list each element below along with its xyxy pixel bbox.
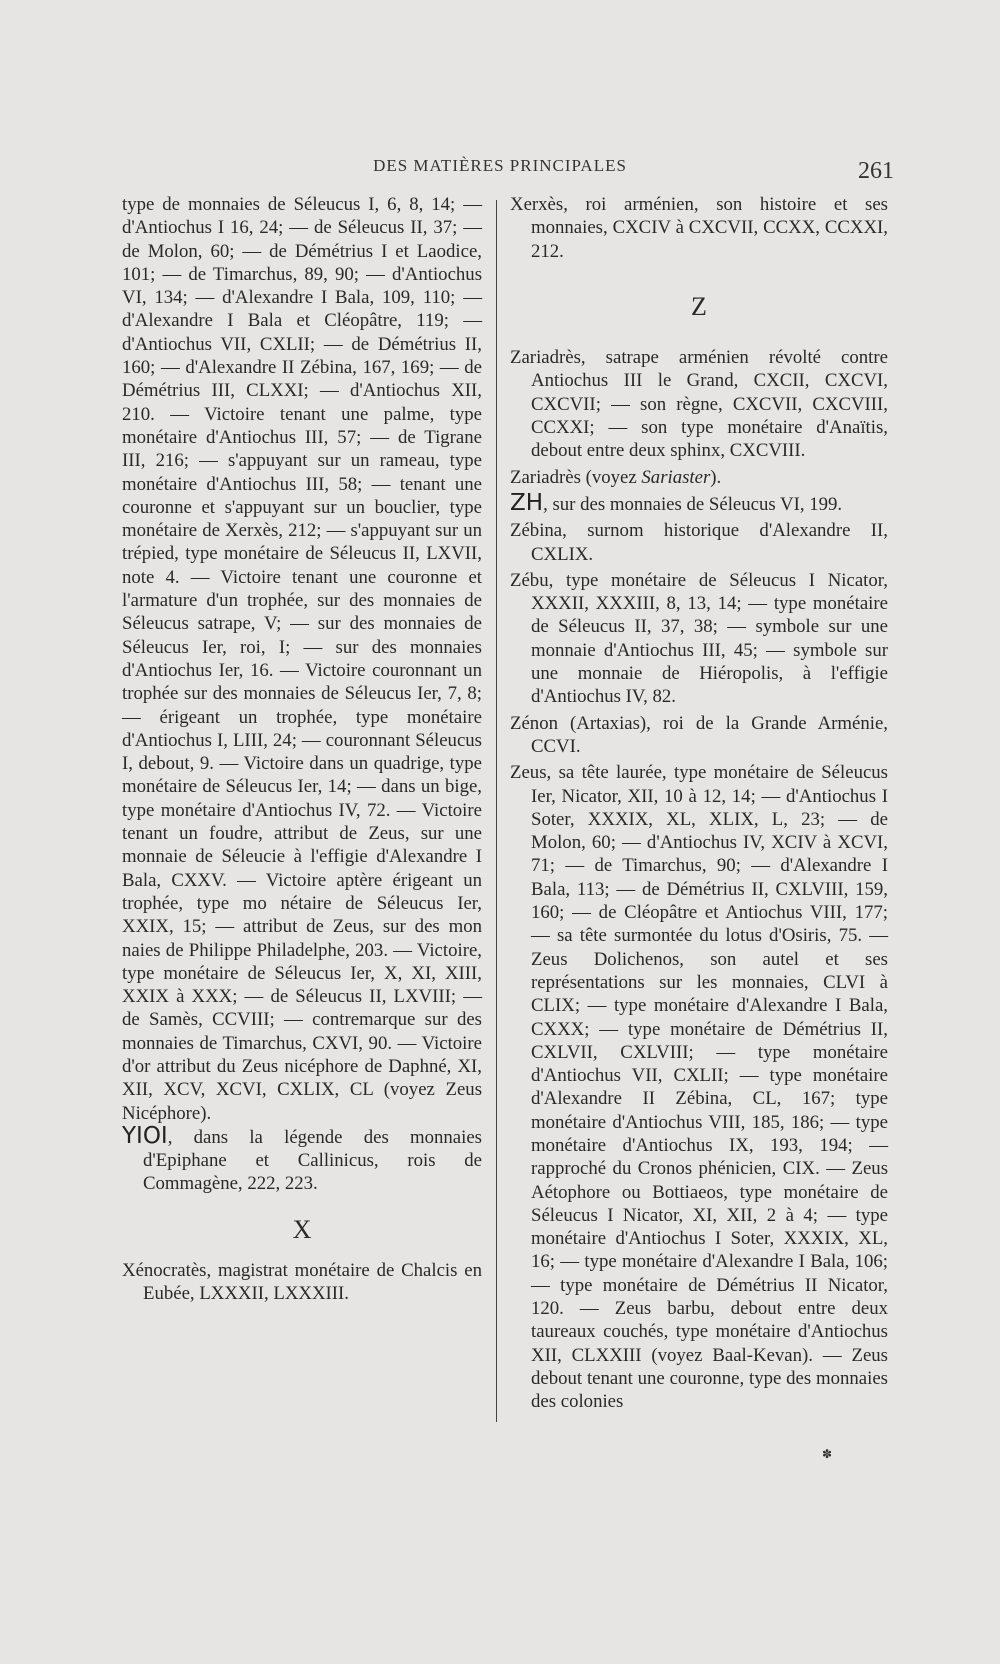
entry-xenocrates: Xénocratès, magistrat monétaire de Chalcis en Eubée, LXXXII, LXXXIII.	[122, 1260, 482, 1305]
entry-zh-body: , sur des monnaies de Séleucus VI, 199.	[543, 493, 843, 515]
right-column	[510, 193, 888, 1417]
running-head: DES MATIÈRES PRINCIPALES	[373, 156, 627, 175]
entry-zariadres-see-end: ).	[710, 466, 722, 488]
column-divider	[496, 200, 497, 1422]
entry-yioi-head: ΥΙΟΙ	[122, 1122, 168, 1149]
entry-xerxes: Xerxès, roi arménien, son histoire et ses monnaies, CXCIV à CXCVII, CCXX, CCXXI, 212.	[510, 194, 888, 262]
page-number: 261	[858, 158, 894, 184]
section-letter-x: X	[292, 1214, 312, 1244]
entry-zariadres-see-text: Zariadrès (voyez	[510, 466, 642, 488]
section-letter-z: Z	[691, 291, 707, 321]
entry-yioi	[122, 1122, 482, 1196]
entry-zh	[510, 489, 888, 516]
entry-zariadres-see-also	[510, 466, 888, 489]
entry-zenon: Zénon (Artaxias), roi de la Grande Arménie, CCVI.	[510, 712, 888, 757]
entry-zh-head: ZH	[510, 489, 544, 516]
entry-victoire-continued: type de monnaies de Séleucus I, 6, 8, 14; — d'Antiochus I 16, 24; — de Séleucus II, 37; — de Molon, 60; — de Démétrius I et Laodice, 101; — de Timarchus, 89, 90; — d'Antiochus VI, 134; — d'Alexandre I Bala, 109, 110; — d'Alexandre I Bala et Cléopâtre, 119; — d'Antiochus VII, CXLII; — de Démétrius II, 160; — d'Alexandre II Zébina, 167, 169; — de Démétrius III, CLXXI; — d'Antiochus XII, 210. — Victoire tenant une palme, type monétaire d'Antiochus III, 57; — de Tigrane III, 216; — s'appuyant sur un rameau, type monétaire d'Antiochus III, 58; — tenant une couronne et s'appuyant sur un bouclier, type monétaire de Xerxès, 212; — s'appuyant sur un trépied, type monétaire de Séleucus II, LXVII, note 4. — Victoire tenant une couronne et l'armature d'un trophée, sur des monnaies de Séleucus satrape, V; — sur des monnaies de Séleucus Ier, roi, I; — sur des monnaies d'Antiochus Ier, 16. — Victoire couronnant un trophée sur des monnaies de Séleucus Ier, 7, 8; — érigeant un trophée, type monétaire d'Antiochus I, LIII, 24; — couronnant Séleucus I, debout, 9. — Victoire dans un quadrige, type monétaire de Séleucus Ier, 14; — dans un bige, type monétaire d'Antiochus IV, 72. — Victoire tenant un foudre, attribut de Zeus, sur une monnaie de Séleucie à l'effigie d'Alexandre I Bala, CXXV. — Victoire aptère érigeant un trophée, type mo nétaire de Séleucus Ier, XXIX, 15; — attribut de Zeus, sur des mon naies de Philippe Philadelphe, 203. — Victoire, type monétaire de Séleucus Ier, X, XI, XIII, XXIX à XXX; — de Séleucus II, LXVIII; — de Samès, CCVIII; — contremarque sur des monnaies de Timarchus, CXVI, 90. — Victoire d'or attribut du Zeus nicéphore de Daphné, XI, XII, XCV, XCVI, CXLIX, CL (voyez Zeus Nicéphore).	[122, 194, 482, 1124]
left-column	[122, 193, 482, 1307]
ornament-icon: ✽	[822, 1447, 833, 1461]
entry-yioi-body: , dans la légende des monnaies d'Epiphane et Callinicus, rois de Commagène, 222, 223.	[143, 1126, 482, 1195]
entry-zebu: Zébu, type monétaire de Séleucus I Nicator, XXXII, XXXIII, 8, 13, 14; — type monétaire de Séleucus II, 37, 38; — symbole sur une monnaie d'Antiochus III, 45; — symbole sur une monnaie de Hiéropolis, à l'effigie d'Antiochus IV, 82.	[510, 569, 888, 708]
entry-zariadres: Zariadrès, satrape arménien révolté contre Antiochus III le Grand, CXCII, CXCVI, CXCVII; — son règne, CXCVII, CXCVIII, CCXXI; — son type monétaire d'Anaïtis, debout entre deux sphinx, CXCVIII.	[510, 347, 888, 462]
entry-zebina: Zébina, surnom historique d'Alexandre II, CXLIX.	[510, 520, 888, 565]
entry-zeus: Zeus, sa tête laurée, type monétaire de Séleucus Ier, Nicator, XII, 10 à 12, 14; — d'Antiochus I Soter, XXXIX, XL, XLIX, L, 23; — de Molon, 60; — d'Antiochus IV, XCIV à XCVI, 71; — de Timarchus, 90; — d'Alexandre I Bala, 113; — de Démétrius II, CXLVIII, 159, 160; — de Cléopâtre et Antiochus VIII, 177; — sa tête surmontée du lotus d'Osiris, 75. — Zeus Dolichenos, son autel et ses représentations sur les monnaies, CLVI à CLIX; — type monétaire d'Alexandre I Bala, CXXX; — type monétaire de Démétrius II, CXLVII, CXLVIII; — type monétaire d'Antiochus VII, CXLII; — type monétaire d'Alexandre II Zébina, CL, 167; type monétaire d'Antiochus VIII, 185, 186; — type monétaire d'Antiochus IX, 193, 194; — rapproché du Cronos phénicien, CIX. — Zeus Aétophore ou Bottiaeos, type monétaire de Séleucus I Nicator, XI, XII, 2 à 4; — type monétaire d'Antiochus I Soter, XXXIX, XL, 16; — type monétaire d'Alexandre I Bala, 106; — type monétaire de Démétrius II Nicator, 120. — Zeus barbu, debout entre deux taureaux couchés, type monétaire d'Antiochus XII, CLXXIII (voyez Baal-Kevan). — Zeus debout tenant une couronne, type des monnaies des colonies	[510, 762, 888, 1413]
cross-reference-sariaster: Sariaster	[641, 466, 711, 488]
